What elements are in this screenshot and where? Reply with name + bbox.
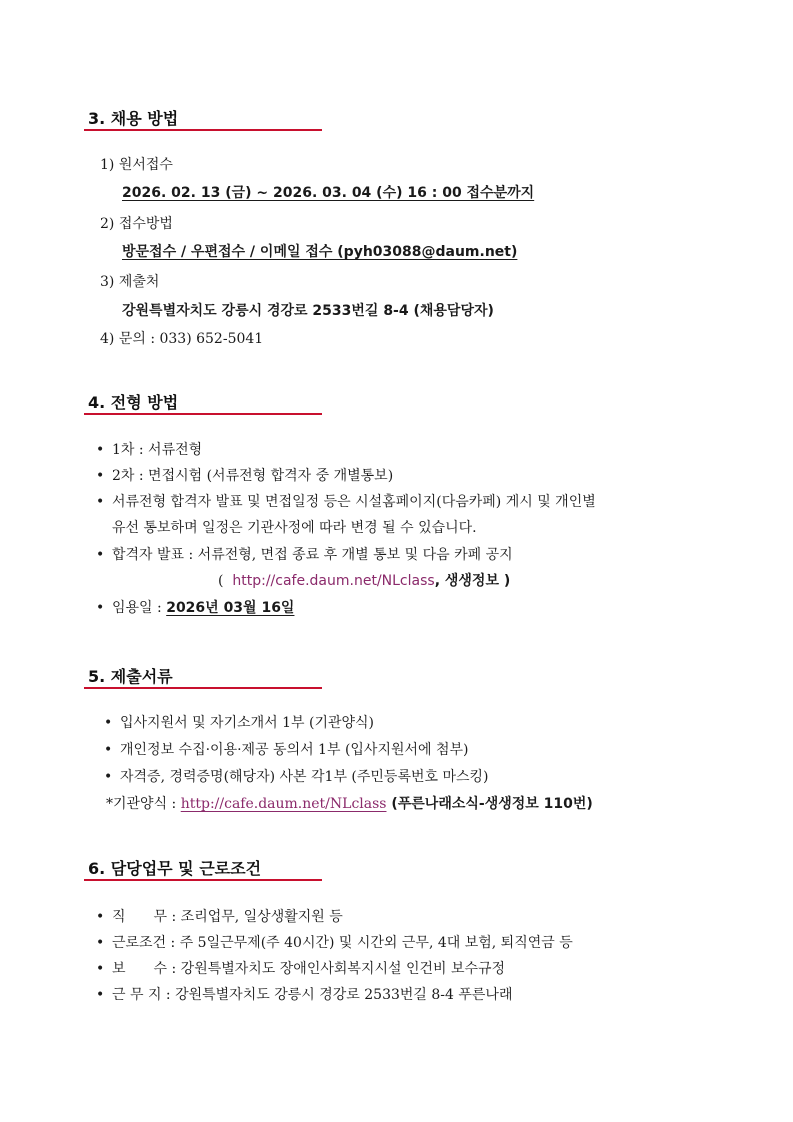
duty-item-4-text: 근 무 지 : 강원특별자치도 강릉시 경강로 2533번길 8-4 푸른나래: [112, 987, 513, 1003]
recruit-item-2-label: 2) 접수방법: [100, 216, 173, 232]
duty-item-2-text: 근로조건 : 주 5일근무제(주 40시간) 및 시간외 근무, 4대 보험, 퇴직연금 등: [112, 935, 573, 951]
form-link[interactable]: http://cafe.daum.net/NLclass: [180, 796, 387, 812]
screening-item-5: [96, 599, 294, 617]
duty-item-3: [96, 960, 505, 978]
screening-item-2: [96, 467, 393, 485]
bullet: •: [96, 547, 105, 563]
bullet: •: [96, 987, 105, 1003]
start-date-label: 임용일 :: [112, 600, 167, 616]
screening-item-1: [96, 441, 202, 459]
doc-item-2-text: 개인정보 수집·이용·제공 동의서 1부 (입사지원서에 첨부): [120, 742, 469, 758]
duty-item-1-text: 직 무 : 조리업무, 일상생활지원 등: [112, 909, 343, 925]
bullet: •: [96, 909, 105, 925]
bullet: •: [104, 742, 113, 758]
doc-item-3: [104, 768, 489, 786]
recruit-item-3-detail: 강원특별자치도 강릉시 경강로 2533번길 8-4 (채용담당자): [122, 303, 494, 319]
section-3-rule: [84, 129, 322, 131]
start-date-value: 2026년 03월 16일: [166, 600, 295, 616]
doc-item-2: [104, 741, 469, 759]
recruit-item-4-label: 4) 문의 : 033) 652-5041: [100, 331, 264, 347]
cafe-link[interactable]: http://cafe.daum.net/NLclass: [232, 573, 435, 589]
duty-item-3-text: 보 수 : 강원특별자치도 장애인사회복지시설 인건비 보수규정: [112, 961, 506, 977]
recruit-item-1-detail: 2026. 02. 13 (금) ~ 2026. 03. 04 (수) 16 : 00 접수분까지: [122, 185, 535, 201]
duty-item-1: [96, 908, 343, 926]
bullet: •: [96, 494, 105, 510]
screening-item-1-text: 1차 : 서류전형: [112, 442, 203, 458]
screening-item-4-text: 합격자 발표 : 서류전형, 면접 종료 후 개별 통보 및 다음 카페 공지: [112, 547, 513, 563]
recruit-item-1-label: 1) 원서접수: [100, 157, 173, 173]
doc-note-suffix: (푸른나래소식-생생정보 110번): [386, 796, 593, 812]
doc-note-prefix: *기관양식 :: [106, 796, 181, 812]
doc-note: [106, 795, 593, 813]
duty-item-2: [96, 934, 573, 952]
duty-item-4: [96, 986, 512, 1004]
section-4-rule: [84, 413, 322, 415]
section-5-heading: 5. 제출서류: [88, 667, 173, 686]
section-5-rule: [84, 687, 322, 689]
screening-item-3-cont: 유선 통보하며 일정은 기관사정에 따라 변경 될 수 있습니다.: [112, 520, 477, 536]
recruit-item-3-label: 3) 제출처: [100, 274, 160, 290]
section-4-heading: 4. 전형 방법: [88, 393, 179, 412]
section-6-heading: 6. 담당업무 및 근로조건: [88, 859, 262, 878]
bullet: •: [96, 935, 105, 951]
paren-open: (: [218, 573, 224, 589]
bullet: •: [96, 442, 105, 458]
screening-item-4-link-line: [218, 572, 510, 590]
bullet: •: [104, 715, 113, 731]
bullet: •: [96, 961, 105, 977]
section-3-heading: 3. 채용 방법: [88, 109, 179, 128]
doc-item-1-text: 입사지원서 및 자기소개서 1부 (기관양식): [120, 715, 375, 731]
screening-item-3: [96, 493, 596, 511]
screening-item-2-text: 2차 : 면접시험 (서류전형 합격자 중 개별통보): [112, 468, 394, 484]
cafe-link-suffix: , 생생정보 ): [434, 573, 511, 589]
doc-item-1: [104, 714, 374, 732]
recruit-item-2-detail: 방문접수 / 우편접수 / 이메일 접수 (pyh03088@daum.net): [122, 244, 518, 260]
screening-item-3-text: 서류전형 합격자 발표 및 면접일정 등은 시설홈페이지(다음카페) 게시 및 개인별: [112, 494, 596, 510]
bullet: •: [96, 468, 105, 484]
bullet: •: [104, 769, 113, 785]
bullet: •: [96, 600, 105, 616]
section-6-rule: [84, 879, 322, 881]
doc-item-3-text: 자격증, 경력증명(해당자) 사본 각1부 (주민등록번호 마스킹): [120, 769, 489, 785]
screening-item-4: [96, 546, 513, 564]
